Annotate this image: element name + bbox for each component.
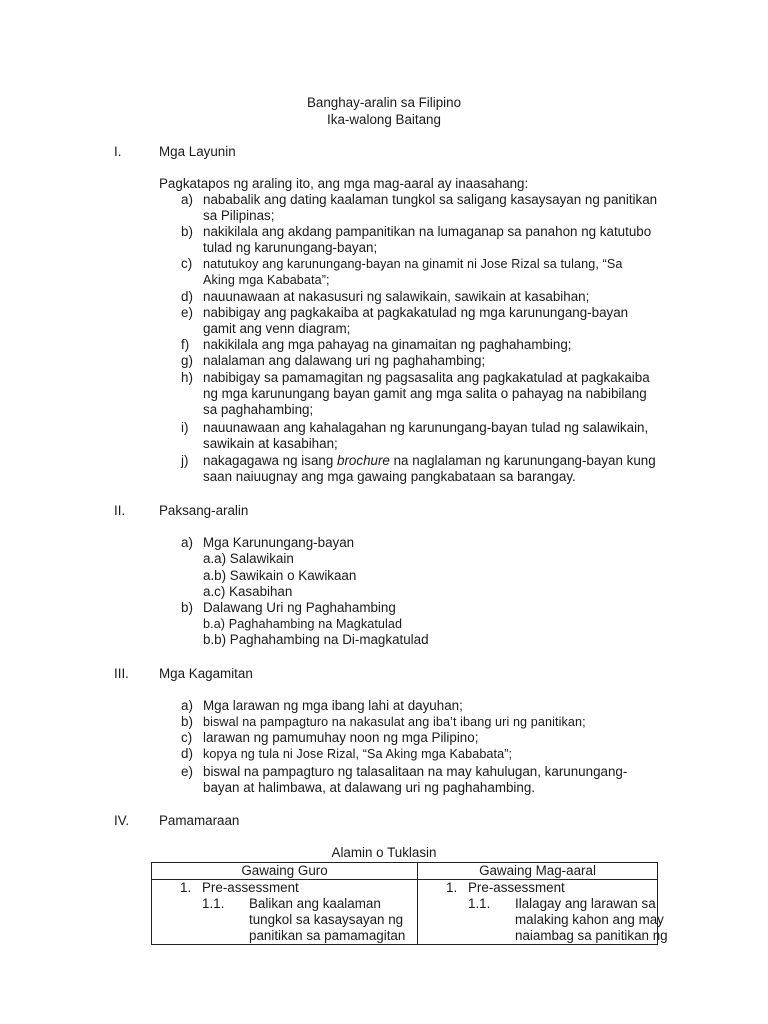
guro-step-label: Pre-assessment [202, 880, 299, 895]
objective-line: nabibigay sa pamamagitan ng pagsasalita ang pagkakatulad at pagkakaiba [203, 370, 650, 385]
material-marker: d) [181, 746, 193, 761]
magaaral-substep-line: Ilalagay ang larawan sa [515, 896, 656, 911]
section-4-numeral: IV. [114, 813, 130, 828]
topic-subitem: a.b) Sawikain o Kawikaan [203, 568, 357, 583]
procedure-table [151, 862, 668, 945]
magaaral-substep-line: naiambag sa panitikan ng [515, 928, 668, 943]
section-1-heading: Mga Layunin [159, 144, 236, 159]
section-4-heading: Pamamaraan [159, 813, 240, 828]
objective-line: nalalaman ang dalawang uri ng paghahambing; [203, 353, 486, 368]
magaaral-step-label: Pre-assessment [468, 880, 565, 895]
topic-marker: b) [181, 600, 193, 615]
table-row [152, 880, 658, 945]
objective-line: nakikilala ang akdang pampanitikan na lumaganap sa panahon ng katutubo [203, 224, 652, 239]
objective-marker: h) [181, 370, 193, 385]
objective-line: nababalik ang dating kaalaman tungkol sa saligang kasaysayan ng panitikan [203, 192, 658, 207]
objective-line [203, 453, 656, 469]
objective-line: nauunawaan at nakasusuri ng salawikain, sawikain at kasabihan; [203, 289, 590, 304]
document-header [0, 94, 768, 128]
material-line: biswal na pampagturo ng talasalitaan na may kahulugan, karunungang- [203, 764, 628, 779]
section-1-numeral: I. [114, 144, 122, 159]
objective-line: sa Pilipinas; [203, 208, 275, 223]
magaaral-cell [418, 880, 668, 945]
guro-substep-line: Balikan ang kaalaman [249, 896, 381, 911]
objective-line: Aking mga Kababata”; [203, 273, 330, 287]
material-line: biswal na pampagturo na nakasulat ang iba’t ibang uri ng panitikan; [203, 715, 586, 729]
table-header-guro: Gawaing Guro [152, 863, 418, 880]
guro-cell [152, 880, 418, 945]
objective-text: nakagagawa ng isang [203, 453, 338, 468]
objective-line: natutukoy ang karunungang-bayan na ginamit ni Jose Rizal sa tulang, “Sa [203, 257, 623, 271]
table-caption: Alamin o Tuklasin [331, 845, 437, 860]
objective-marker: i) [181, 420, 189, 435]
table-header-row [152, 863, 658, 880]
objective-emphasis: brochure [337, 453, 390, 468]
objective-marker: c) [181, 256, 193, 271]
topic-item: Dalawang Uri ng Paghahambing [203, 600, 396, 615]
material-line: larawan ng pamumuhay noon ng mga Pilipino; [203, 730, 479, 745]
topic-subitem: a.a) Salawikain [203, 551, 294, 566]
table-header-magaaral: Gawaing Mag-aaral [418, 863, 658, 880]
topic-subitem: b.b) Paghahambing na Di-magkatulad [203, 632, 429, 647]
magaaral-step-number: 1. [446, 880, 458, 895]
section-2-heading: Paksang-aralin [159, 503, 249, 518]
objective-line: saan naiuugnay ang mga gawaing pangkabataan sa barangay. [203, 469, 576, 484]
objective-marker: b) [181, 224, 193, 239]
objective-line: tulad ng karunungang-bayan; [203, 240, 378, 255]
topic-subitem: b.a) Paghahambing na Magkatulad [203, 617, 403, 631]
objective-text: na naglalaman ng karunungang-bayan kung [389, 453, 656, 468]
material-marker: c) [181, 730, 193, 745]
material-line: bayan at halimbawa, at dalawang uri ng paghahambing. [203, 780, 536, 795]
objective-line: nauunawaan ang kahalagahan ng karunungang-bayan tulad ng salawikain, [203, 420, 649, 435]
section-3-numeral: III. [114, 666, 129, 681]
objective-marker: j) [181, 453, 189, 468]
material-line: Mga larawan ng mga ibang lahi at dayuhan; [203, 698, 463, 713]
objective-line: ng mga karunungang bayan gamit ang mga salita o pahayag na nabibilang [203, 386, 647, 401]
material-line: kopya ng tula ni Jose Rizal, “Sa Aking mga Kababata”; [203, 747, 513, 761]
magaaral-substep-line: malaking kahon ang may [515, 912, 664, 927]
objective-line: gamit ang venn diagram; [203, 321, 351, 336]
material-marker: e) [181, 764, 193, 779]
document-subtitle: Ika-walong Baitang [327, 112, 441, 127]
section-2-numeral: II. [114, 503, 126, 518]
document-title: Banghay-aralin sa Filipino [306, 95, 462, 110]
topic-item: Mga Karunungang-bayan [203, 535, 355, 550]
objective-marker: g) [181, 353, 193, 368]
objective-marker: a) [181, 192, 193, 207]
guro-substep-number: 1.1. [202, 896, 225, 911]
objective-line: nakikilala ang mga pahayag na ginamaitan ng paghahambing; [203, 337, 572, 352]
objective-line: sa paghahambing; [203, 402, 314, 417]
magaaral-substep-number: 1.1. [468, 896, 491, 911]
material-marker: b) [181, 714, 193, 729]
guro-substep-line: panitikan sa pamamagitan [249, 928, 406, 943]
objective-line: nabibigay ang pagkakaiba at pagkakatulad ng mga karunungang-bayan [203, 305, 629, 320]
section-1-intro: Pagkatapos ng araling ito, ang mga mag-aaral ay inaasahang: [159, 176, 529, 191]
guro-substep-line: tungkol sa kasaysayan ng [249, 912, 404, 927]
topic-subitem: a.c) Kasabihan [203, 584, 293, 599]
topic-marker: a) [181, 535, 193, 550]
section-3-heading: Mga Kagamitan [159, 666, 253, 681]
guro-step-number: 1. [180, 880, 192, 895]
objective-marker: f) [181, 337, 190, 352]
objective-marker: d) [181, 289, 193, 304]
objective-line: sawikain at kasabihan; [203, 436, 338, 451]
objective-marker: e) [181, 305, 193, 320]
material-marker: a) [181, 698, 193, 713]
